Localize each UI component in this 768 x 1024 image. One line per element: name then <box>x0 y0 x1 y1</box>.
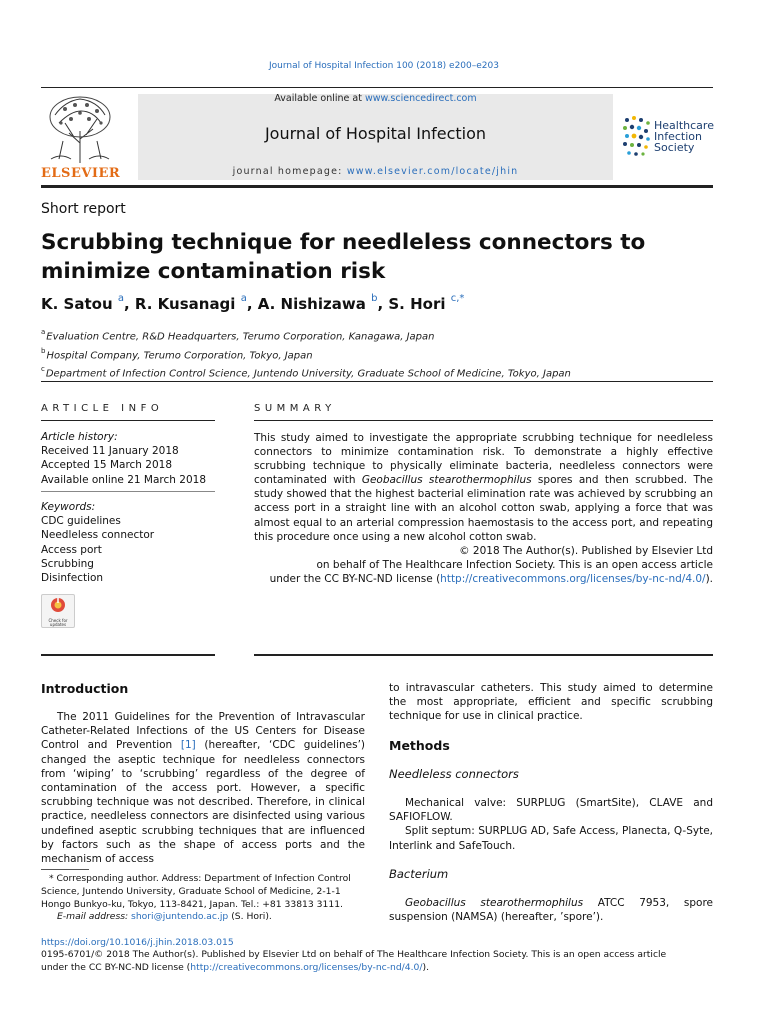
footnote-rule <box>41 869 89 870</box>
affiliations-rule <box>41 381 713 382</box>
doi-link[interactable]: https://doi.org/10.1016/j.jhin.2018.03.015 <box>41 937 234 948</box>
summary-part: spores and then scrubbed. The study showed that the highest bacterial elimination rate was achieved by scrubbing an access port in a straight line with an alcohol cotton swab, applying a force that was almost equal to an arterial compression haemostasis to the access port, and repeating this procedure once using a new alcohol cotton swab. <box>254 474 713 543</box>
badge-line: Check for <box>48 618 68 623</box>
affiliation-mark: a <box>41 328 46 336</box>
masthead-top-rule <box>41 87 713 88</box>
keywords-rule <box>41 491 215 492</box>
bacterium-species: Geobacillus stearothermophilus <box>405 897 584 909</box>
cc-license-link[interactable]: http://creativecommons.org/licenses/by-nc-nd/4.0/ <box>190 961 423 973</box>
homepage-label: journal homepage: <box>232 166 347 177</box>
license-suffix: ). <box>705 572 713 585</box>
history-item: Received 11 January 2018 <box>41 445 179 458</box>
bacterium-paragraph <box>389 896 713 924</box>
author-list <box>41 295 464 313</box>
introduction-paragraph <box>41 710 365 866</box>
license-suffix: ). <box>422 961 429 973</box>
copyright-line <box>254 572 713 586</box>
keywords-label: Keywords: <box>41 501 96 513</box>
check-for-updates-badge[interactable] <box>41 594 75 628</box>
author-separator: , <box>124 295 135 313</box>
mechanical-valve-text: Mechanical valve: SURPLUG (SmartSite), CLAVE and SAFIOFLOW. <box>389 797 713 824</box>
author-affiliation-mark[interactable]: a <box>240 293 247 304</box>
summary-text <box>254 431 713 586</box>
check-for-updates-icon <box>42 595 74 615</box>
license-line: 0195-6701/© 2018 The Author(s). Published by Elsevier Ltd on behalf of The Healthcare Infection Society. This is an open access article <box>41 949 667 960</box>
reference-link[interactable]: [1] <box>180 739 196 752</box>
summary-heading: SUMMARY <box>254 403 336 414</box>
author-separator: , <box>246 295 258 313</box>
license-prefix: under the CC BY-NC-ND license ( <box>269 572 441 585</box>
summary-rule <box>254 420 713 421</box>
summary-species: Geobacillus stearothermophilus <box>361 474 532 487</box>
keyword: Scrubbing <box>41 557 94 570</box>
email-line <box>41 911 371 924</box>
affiliation-text: Department of Infection Control Science, Juntendo University, Graduate School of Medicine, Tokyo, Japan <box>45 368 571 380</box>
society-name <box>654 120 754 153</box>
email-link[interactable]: shori@juntendo.ac.jp <box>131 911 229 923</box>
elsevier-tree-logo-icon <box>41 93 119 165</box>
author-name[interactable]: R. Kusanagi <box>134 295 236 313</box>
elsevier-wordmark: ELSEVIER <box>41 166 121 181</box>
keyword: Needleless connector <box>41 529 155 542</box>
society-name-line2: Infection <box>654 130 702 143</box>
summary-bottom-rule <box>254 654 713 656</box>
available-online <box>138 93 613 104</box>
author-name[interactable]: A. Nishizawa <box>257 295 366 313</box>
society-name-line1: Healthcare <box>654 119 714 132</box>
article-info-rule <box>41 420 215 421</box>
article-title: Scrubbing technique for needleless connectors to minimize contamination risk <box>41 230 646 284</box>
author-separator: , <box>377 295 389 313</box>
journal-citation[interactable]: Journal of Hospital Infection 100 (2018) e200–e203 <box>269 61 499 71</box>
author-affiliation-mark[interactable]: a <box>117 293 124 304</box>
masthead-bottom-rule <box>41 185 713 188</box>
license-prefix: under the CC BY-NC-ND license ( <box>41 961 191 973</box>
intro-text: The 2011 Guidelines for the Prevention of Intravascular Catheter-Related Infections of the US Centers for Disease Control and Prevention <box>41 711 365 752</box>
affiliation <box>41 363 721 382</box>
introduction-heading: Introduction <box>41 681 129 696</box>
needleless-connectors-subheading: Needleless connectors <box>389 767 519 781</box>
keywords <box>41 500 221 585</box>
email-label: E-mail address: <box>57 911 132 923</box>
keyword: CDC guidelines <box>41 515 121 528</box>
society-name-line3: Society <box>654 141 695 154</box>
article-history-label: Article history: <box>41 431 118 443</box>
introduction-continued: to intravascular catheters. This study aimed to determine the most appropriate, efficient and specific scrubbing technique for use in clinical practice. <box>389 682 713 723</box>
license-line <box>41 962 721 975</box>
affiliation <box>41 326 721 345</box>
article-history <box>41 430 221 487</box>
keyword: Disinfection <box>41 572 104 585</box>
author-affiliation-mark[interactable]: b <box>371 293 378 304</box>
copyright-line: © 2018 The Author(s). Published by Elsevier Ltd <box>459 544 713 557</box>
copyright-line: on behalf of The Healthcare Infection Society. This is an open access article <box>316 558 713 571</box>
connectors-list <box>389 796 713 853</box>
email-suffix: (S. Hori). <box>228 911 272 923</box>
article-info-heading: ARTICLE INFO <box>41 403 164 414</box>
badge-text <box>42 619 74 627</box>
article-type: Short report <box>41 201 126 217</box>
author-name[interactable]: K. Satou <box>41 295 113 313</box>
affiliation <box>41 345 721 364</box>
bacterium-text: ATCC 7953, spore suspension (NAMSA) (hereafter, ’spore’). <box>389 897 713 924</box>
corresponding-address: * Corresponding author. Address: Department of Infection Control Science, Juntendo University, Graduate School of Medicine, 2-1-1 Hongo Bunkyo-ku, Tokyo, 113-8421, Japan. Tel.: +81 33813 3111. <box>41 873 351 910</box>
affiliation-text: Evaluation Centre, R&D Headquarters, Terumo Corporation, Kanagawa, Japan <box>46 331 435 343</box>
methods-heading: Methods <box>389 738 450 753</box>
author-name[interactable]: S. Hori <box>388 295 446 313</box>
journal-homepage <box>138 166 613 177</box>
journal-title: Journal of Hospital Infection <box>264 124 487 143</box>
author-affiliation-mark[interactable]: c,* <box>450 293 465 304</box>
split-septum-text: Split septum: SURPLUG AD, Safe Access, Planecta, Q-Syte, Interlink and SafeTouch. <box>389 825 713 852</box>
homepage-link[interactable]: www.elsevier.com/locate/jhin <box>346 166 519 177</box>
sciencedirect-link[interactable]: www.sciencedirect.com <box>364 93 477 104</box>
intro-text: (hereafter, ‘CDC guidelines’) changed the aseptic technique for needleless connectors from ‘wiping’ to ‘scrubbing’ regardless of the degree of contamination of the access port. However, a specific scrubbing technique was not described. Therefore, in clinical practice, needleless connectors are disinfected using various undefined aseptic scrubbing techniques that are influenced by factors such as the shape of access ports and the mechanism of access <box>41 739 366 866</box>
affiliation-mark: c <box>41 365 45 374</box>
available-label: Available online at <box>274 93 365 104</box>
keyword: Access port <box>41 543 102 556</box>
affiliation-mark: b <box>41 346 46 355</box>
affiliations <box>41 326 721 382</box>
history-item: Accepted 15 March 2018 <box>41 459 173 472</box>
summary-part: This study aimed to investigate the appropriate scrubbing technique for needleless connectors to minimize contamination risk. To demonstrate a highly effective scrubbing technique to physically eliminate bacteria, needleless connectors were contaminated with <box>254 432 713 487</box>
corresponding-footnote <box>41 873 371 924</box>
bacterium-subheading: Bacterium <box>389 867 449 881</box>
cc-license-link[interactable]: http://creativecommons.org/licenses/by-nc-nd/4.0/ <box>440 572 706 585</box>
healthcare-infection-society-logo-icon <box>621 114 653 160</box>
history-item: Available online 21 March 2018 <box>41 473 206 486</box>
badge-line: updates <box>49 622 67 627</box>
article-info-bottom-rule <box>41 654 215 656</box>
affiliation-text: Hospital Company, Terumo Corporation, Tokyo, Japan <box>46 349 313 361</box>
license-statement <box>41 949 721 974</box>
